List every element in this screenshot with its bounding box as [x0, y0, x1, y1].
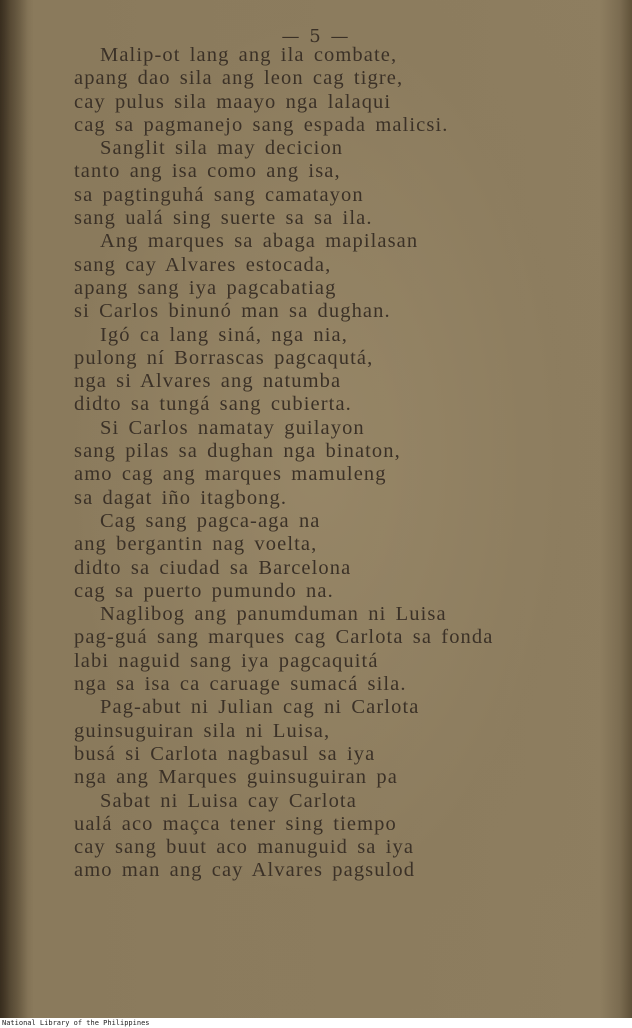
text-line: Pag-abut ni Julian cag ni Carlota [100, 696, 420, 719]
text-line: nga sa isa ca caruage sumacá sila. [74, 673, 407, 696]
text-line: cag sa pagmanejo sang espada malicsi. [74, 113, 449, 136]
text-line: didto sa ciudad sa Barcelona [74, 556, 352, 579]
text-line: nga ang Marques guinsuguiran pa [74, 766, 398, 789]
text-line: Malip-ot lang ang ila combate, [100, 44, 398, 66]
text-line: Sabat ni Luisa cay Carlota [100, 789, 357, 812]
text-line: cay sang buut aco manuguid sa iya [74, 836, 415, 859]
text-line: labi naguid sang iya pagcaquitá [74, 649, 379, 672]
library-credit: National Library of the Philippines [2, 1019, 150, 1027]
page-number: — 5 — [281, 26, 351, 47]
text-line: guinsuguiran sila ni Luisa, [74, 719, 331, 742]
text-line: sa pagtinguhá sang camatayon [74, 183, 364, 206]
text-line: Igó ca lang siná, nga nia, [100, 323, 348, 346]
text-line: Si Carlos namatay guilayon [100, 416, 365, 439]
text-line: busá si Carlota nagbasul sa iya [74, 742, 376, 765]
text-line: amo man ang cay Alvares pagsulod [74, 859, 416, 882]
text-line: pulong ní Borrascas pagcaqutá, [74, 346, 374, 369]
text-line: cag sa puerto pumundo na. [74, 579, 334, 602]
text-line: pag-guá sang marques cag Carlota sa fonda [74, 626, 494, 649]
text-line: cay pulus sila maayo nga lalaqui [74, 90, 392, 113]
text-line: nga si Alvares ang natumba [74, 370, 342, 393]
text-line: apang sang iya pagcabatiag [74, 276, 337, 299]
binding-shadow [0, 0, 28, 1018]
text-line: si Carlos binunó man sa dughan. [74, 300, 391, 323]
text-line: ang bergantin nag voelta, [74, 533, 318, 556]
text-line: sang pilas sa dughan nga binaton, [74, 440, 401, 463]
text-line: sang cay Alvares estocada, [74, 253, 332, 276]
text-line: Naglibog ang panumduman ni Luisa [100, 603, 447, 626]
text-line: apang dao sila ang leon cag tigre, [74, 67, 404, 90]
text-line: Cag sang pagca-aga na [100, 509, 321, 532]
text-line: tanto ang isa como ang isa, [74, 160, 341, 183]
text-line: amo cag ang marques mamuleng [74, 463, 387, 486]
text-line: Sanglit sila may decicion [100, 137, 344, 160]
text-line: ualá aco maçca tener sing tiempo [74, 812, 397, 835]
text-line: sang ualá sing suerte sa sa ila. [74, 207, 373, 230]
text-line: didto sa tungá sang cubierta. [74, 393, 352, 416]
text-line: sa dagat iño itagbong. [74, 486, 288, 509]
text-line: Ang marques sa abaga mapilasan [100, 230, 419, 253]
poem-text-block [74, 44, 594, 883]
